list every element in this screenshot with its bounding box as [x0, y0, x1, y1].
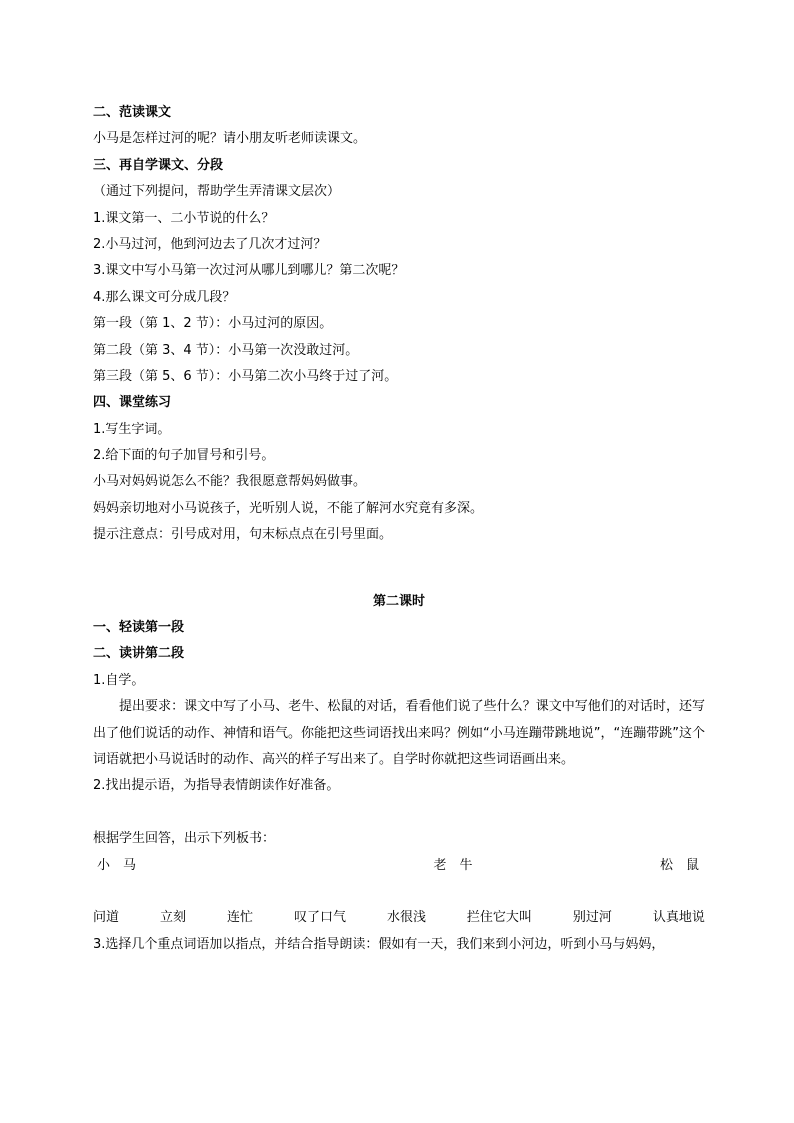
paragraph: 小马是怎样过河的呢？请小朋友听老师读课文。 [93, 131, 367, 147]
instruction-paragraph: 提出要求：课文中写了小马、老牛、松鼠的对话，看看他们说了些什么？课文中写他们的对话时，还写出了他们说话的动作、神情和语气。你能把这些词语找出来吗？例如“小马连蹦带跳地说”，“连蹦带跳”这个词语就把小马说话时的动作、高兴的样子写出来了。自学时你就把这些词语画出来。 [93, 699, 705, 768]
exercise-2: 2.给下面的句子加冒号和引号。 [93, 448, 275, 464]
sentence-1: 小马对妈妈说怎么不能？我很愿意帮妈妈做事。 [93, 474, 367, 490]
word: 问道 [93, 910, 120, 926]
word: 认真地说 [652, 910, 705, 926]
word: 连忙 [226, 910, 253, 926]
board-characters [93, 853, 705, 879]
word: 拦住它大叫 [466, 910, 532, 926]
board-intro: 根据学生回答，出示下列板书： [93, 831, 276, 847]
segment-2: 第二段（第 3、4 节）：小马第一次没敢过河。 [93, 342, 359, 358]
step-3: 3.选择几个重点词语加以指点，并结合指导朗读：假如有一天，我们来到小河边，听到小马与妈妈， [93, 936, 665, 952]
word: 水很浅 [386, 910, 426, 926]
lesson-title: 第二课时 [372, 593, 425, 609]
heading-zixue: 三、再自学课文、分段 [93, 157, 224, 173]
heading-lianxi: 四、课堂练习 [93, 395, 172, 411]
character-pony: 小 马 [97, 857, 137, 873]
word: 别过河 [572, 910, 612, 926]
heading-dujiang: 二、读讲第二段 [93, 646, 185, 662]
step-2: 2.找出提示语，为指导表情朗读作好准备。 [93, 778, 340, 794]
word: 叹了口气 [293, 910, 346, 926]
question-1: 1.课文第一、二小节说的什么？ [93, 210, 275, 226]
step-1: 1.自学。 [93, 672, 145, 688]
document-page [93, 100, 705, 958]
board-words [93, 905, 705, 931]
segment-3: 第三段（第 5、6 节）：小马第二次小马终于过了河。 [93, 368, 398, 384]
sentence-2: 妈妈亲切地对小马说孩子，光听别人说，不能了解河水究竟有多深。 [93, 500, 484, 516]
word: 立刻 [159, 910, 186, 926]
tip: 提示注意点：引号成对用，句末标点点在引号里面。 [93, 527, 393, 543]
exercise-1: 1.写生字词。 [93, 421, 171, 437]
paragraph: （通过下列提问，帮助学生弄清课文层次） [93, 184, 341, 200]
heading-qingdu: 一、轻读第一段 [93, 620, 185, 636]
question-3: 3.课文中写小马第一次过河从哪儿到哪儿？第二次呢？ [93, 263, 405, 279]
segment-1: 第一段（第 1、2 节）：小马过河的原因。 [93, 316, 333, 332]
question-2: 2.小马过河，他到河边去了几次才过河？ [93, 236, 327, 252]
character-squirrel: 松 鼠 [659, 857, 699, 873]
character-ox: 老 牛 [433, 857, 473, 873]
heading-fandu: 二、范读课文 [93, 105, 172, 120]
question-4: 4.那么课文可分成几段？ [93, 289, 236, 305]
